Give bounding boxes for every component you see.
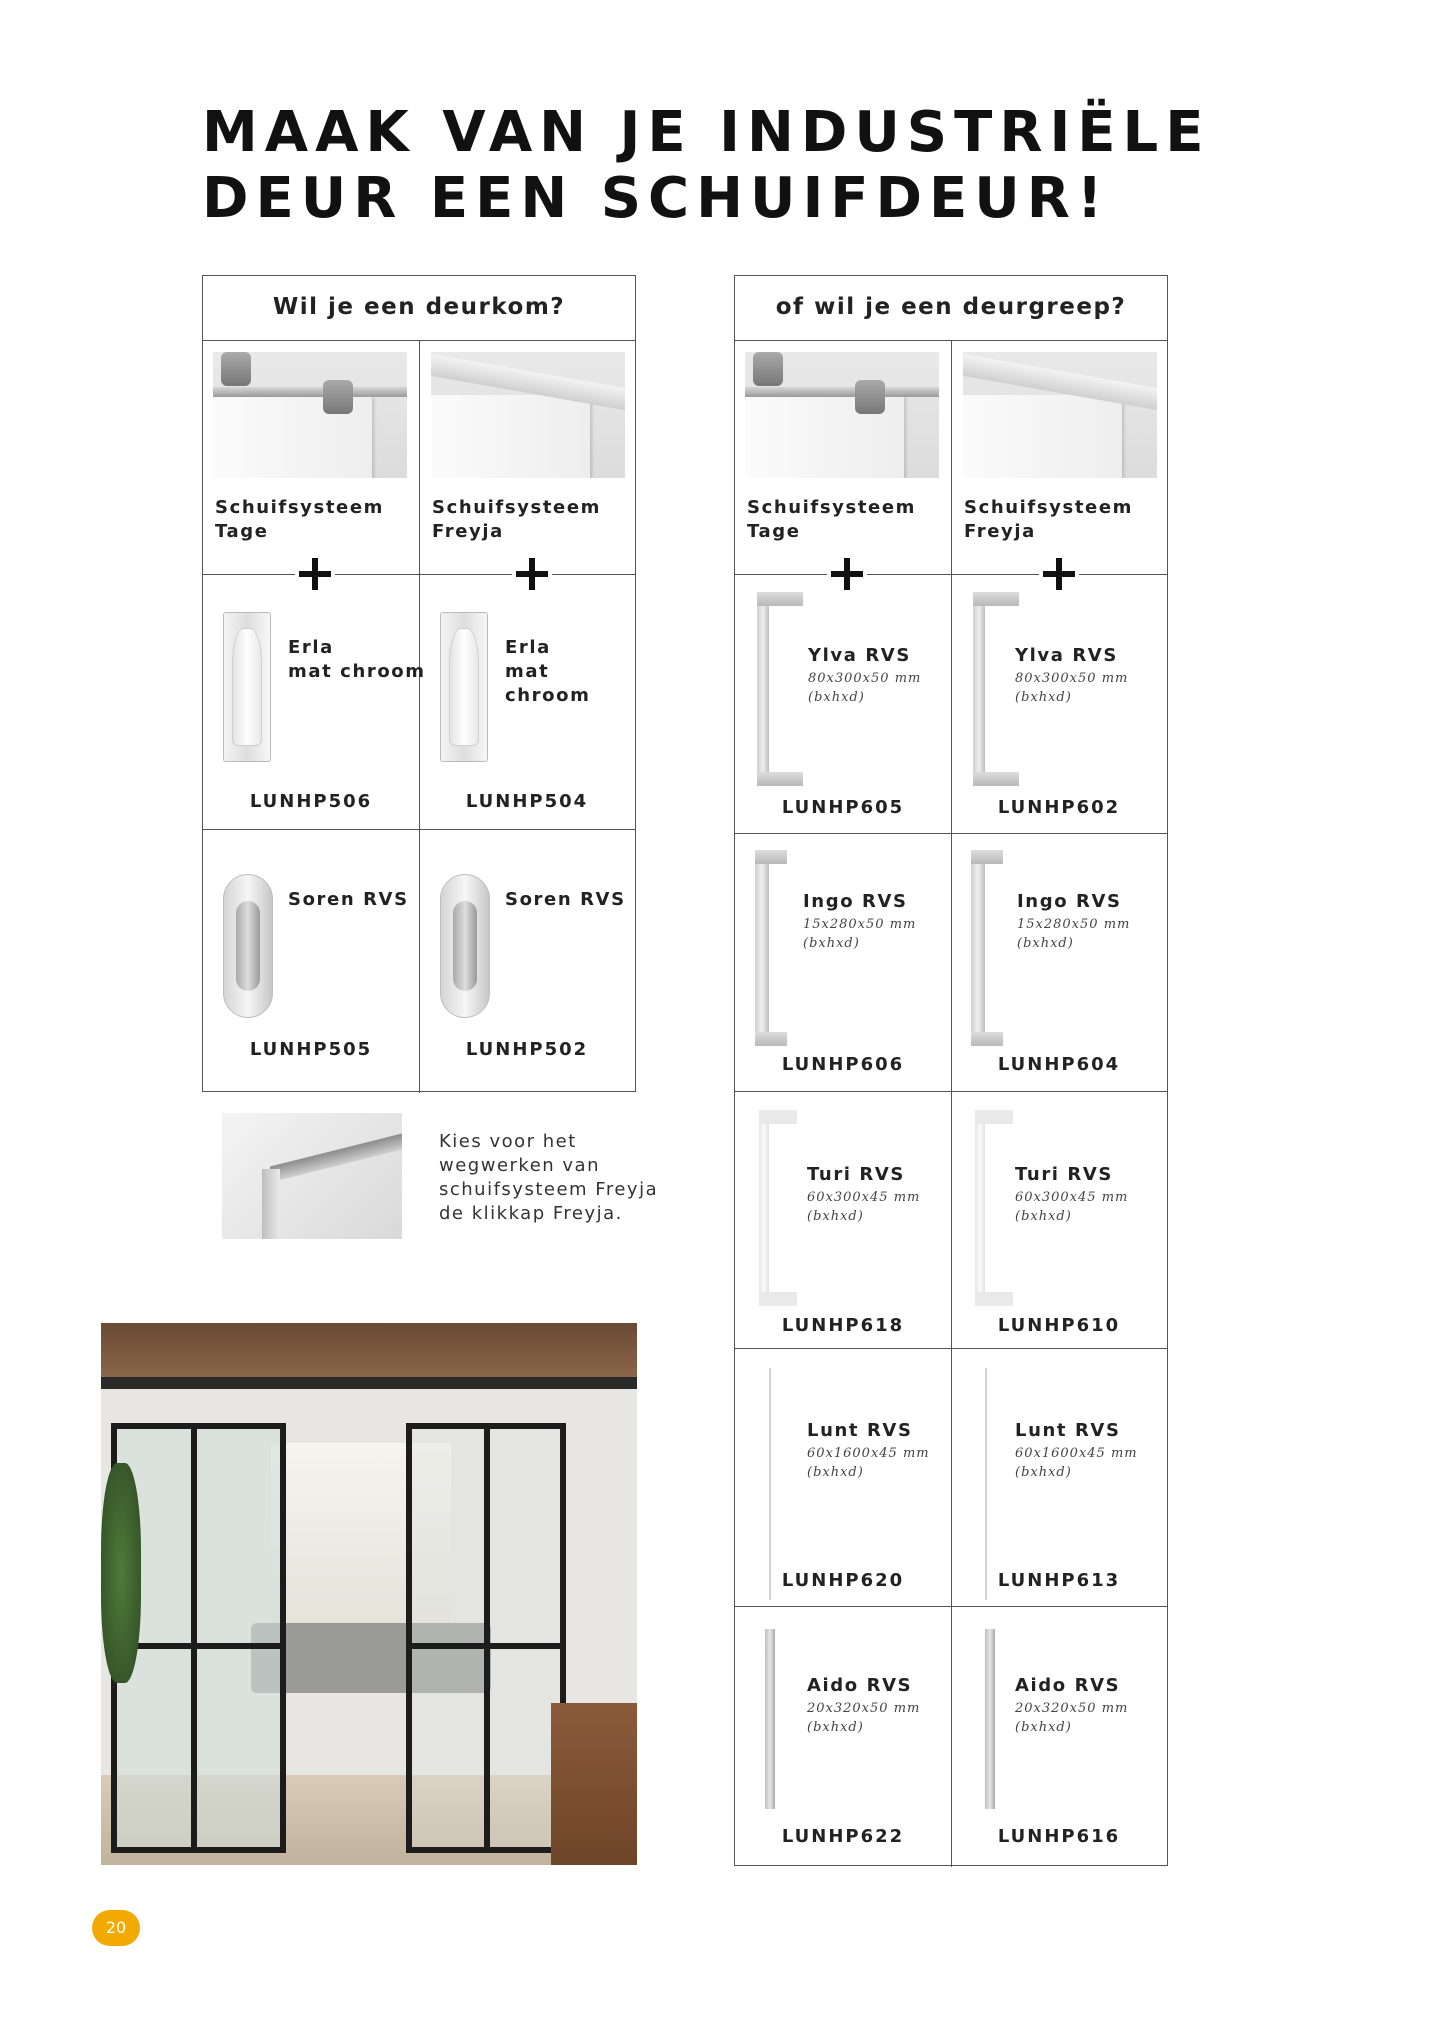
product-dims-unit: (bxhxd) bbox=[807, 1465, 864, 1480]
room-photo bbox=[101, 1323, 637, 1865]
product-dims: 60x1600x45 mm bbox=[1015, 1446, 1138, 1461]
plus-icon bbox=[1039, 554, 1079, 594]
plus-icon bbox=[827, 554, 867, 594]
product-code: LUNHP620 bbox=[781, 1570, 905, 1591]
product-code: LUNHP504 bbox=[465, 791, 589, 812]
product-dims: 80x300x50 mm bbox=[808, 671, 922, 686]
product-code: LUNHP606 bbox=[781, 1054, 905, 1075]
product-name: Turi RVS bbox=[807, 1164, 905, 1185]
product-code: LUNHP502 bbox=[465, 1039, 589, 1060]
product-code: LUNHP602 bbox=[997, 797, 1121, 818]
system-label-tage: Schuifsysteem Tage bbox=[747, 497, 917, 542]
product-dims-unit: (bxhxd) bbox=[1015, 1209, 1072, 1224]
lunt-handle-image bbox=[769, 1368, 771, 1600]
klikkap-note: Kies voor het wegwerken van schuifsysteem Freyja de klikkap Freyja. bbox=[439, 1131, 659, 1224]
freyja-system-photo bbox=[431, 352, 625, 478]
product-name: Soren RVS bbox=[288, 889, 409, 910]
plus-icon bbox=[512, 554, 552, 594]
aido-handle-image bbox=[985, 1629, 995, 1809]
product-name: Lunt RVS bbox=[807, 1420, 913, 1441]
product-dims-unit: (bxhxd) bbox=[803, 936, 860, 951]
erla-handle-image bbox=[223, 612, 271, 762]
product-dims-unit: (bxhxd) bbox=[807, 1720, 864, 1735]
product-code: LUNHP506 bbox=[249, 791, 373, 812]
product-code: LUNHP622 bbox=[781, 1826, 905, 1847]
product-name: Ingo RVS bbox=[1017, 891, 1122, 912]
title-line-1: MAAK VAN JE INDUSTRIËLE bbox=[202, 100, 1211, 165]
right-table bbox=[734, 275, 1168, 1866]
product-code: LUNHP616 bbox=[997, 1826, 1121, 1847]
product-code: LUNHP613 bbox=[997, 1570, 1121, 1591]
product-dims: 60x1600x45 mm bbox=[807, 1446, 930, 1461]
soren-handle-image bbox=[223, 874, 273, 1018]
product-name: Aido RVS bbox=[807, 1675, 913, 1696]
left-table-header: Wil je een deurkom? bbox=[272, 294, 566, 320]
ingo-handle-image bbox=[971, 850, 1005, 1046]
page-title bbox=[202, 100, 1210, 232]
system-label-tage: Schuifsysteem Tage bbox=[215, 497, 385, 542]
product-name: Soren RVS bbox=[505, 889, 626, 910]
product-dims: 60x300x45 mm bbox=[807, 1190, 921, 1205]
aido-handle-image bbox=[765, 1629, 775, 1809]
product-dims-unit: (bxhxd) bbox=[808, 690, 865, 705]
turi-handle-image bbox=[975, 1110, 1015, 1306]
product-code: LUNHP610 bbox=[997, 1315, 1121, 1336]
product-name: Turi RVS bbox=[1015, 1164, 1113, 1185]
turi-handle-image bbox=[759, 1110, 799, 1306]
product-dims: 15x280x50 mm bbox=[1017, 917, 1131, 932]
tage-system-photo bbox=[213, 352, 407, 478]
product-code: LUNHP605 bbox=[781, 797, 905, 818]
ylva-handle-image bbox=[757, 592, 805, 786]
klikkap-photo bbox=[222, 1113, 402, 1239]
product-code: LUNHP505 bbox=[249, 1039, 373, 1060]
system-label-freyja: Schuifsysteem Freyja bbox=[964, 497, 1134, 542]
product-name: Ylva RVS bbox=[1015, 645, 1118, 666]
product-name: Erla mat chroom bbox=[505, 637, 591, 706]
product-dims-unit: (bxhxd) bbox=[807, 1209, 864, 1224]
product-dims: 60x300x45 mm bbox=[1015, 1190, 1129, 1205]
product-name: Lunt RVS bbox=[1015, 1420, 1121, 1441]
product-dims-unit: (bxhxd) bbox=[1015, 690, 1072, 705]
product-name: Aido RVS bbox=[1015, 1675, 1121, 1696]
product-dims-unit: (bxhxd) bbox=[1015, 1465, 1072, 1480]
product-name: Erla mat chroom bbox=[288, 637, 426, 682]
product-dims: 80x300x50 mm bbox=[1015, 671, 1129, 686]
soren-handle-image bbox=[440, 874, 490, 1018]
freyja-system-photo bbox=[963, 352, 1157, 478]
title-line-2: DEUR EEN SCHUIFDEUR! bbox=[202, 166, 1110, 231]
product-code: LUNHP618 bbox=[781, 1315, 905, 1336]
product-dims: 20x320x50 mm bbox=[807, 1701, 921, 1716]
plus-icon bbox=[295, 554, 335, 594]
product-dims-unit: (bxhxd) bbox=[1017, 936, 1074, 951]
product-dims: 15x280x50 mm bbox=[803, 917, 917, 932]
product-dims-unit: (bxhxd) bbox=[1015, 1720, 1072, 1735]
right-table-header: of wil je een deurgreep? bbox=[775, 294, 1127, 320]
product-dims: 20x320x50 mm bbox=[1015, 1701, 1129, 1716]
product-code: LUNHP604 bbox=[997, 1054, 1121, 1075]
lunt-handle-image bbox=[985, 1368, 987, 1600]
ylva-handle-image bbox=[973, 592, 1021, 786]
product-name: Ingo RVS bbox=[803, 891, 908, 912]
product-name: Ylva RVS bbox=[808, 645, 911, 666]
system-label-freyja: Schuifsysteem Freyja bbox=[432, 497, 602, 542]
tage-system-photo bbox=[745, 352, 939, 478]
left-table bbox=[202, 275, 636, 1092]
page-number: 20 bbox=[92, 1910, 140, 1946]
ingo-handle-image bbox=[755, 850, 789, 1046]
erla-handle-image bbox=[440, 612, 488, 762]
